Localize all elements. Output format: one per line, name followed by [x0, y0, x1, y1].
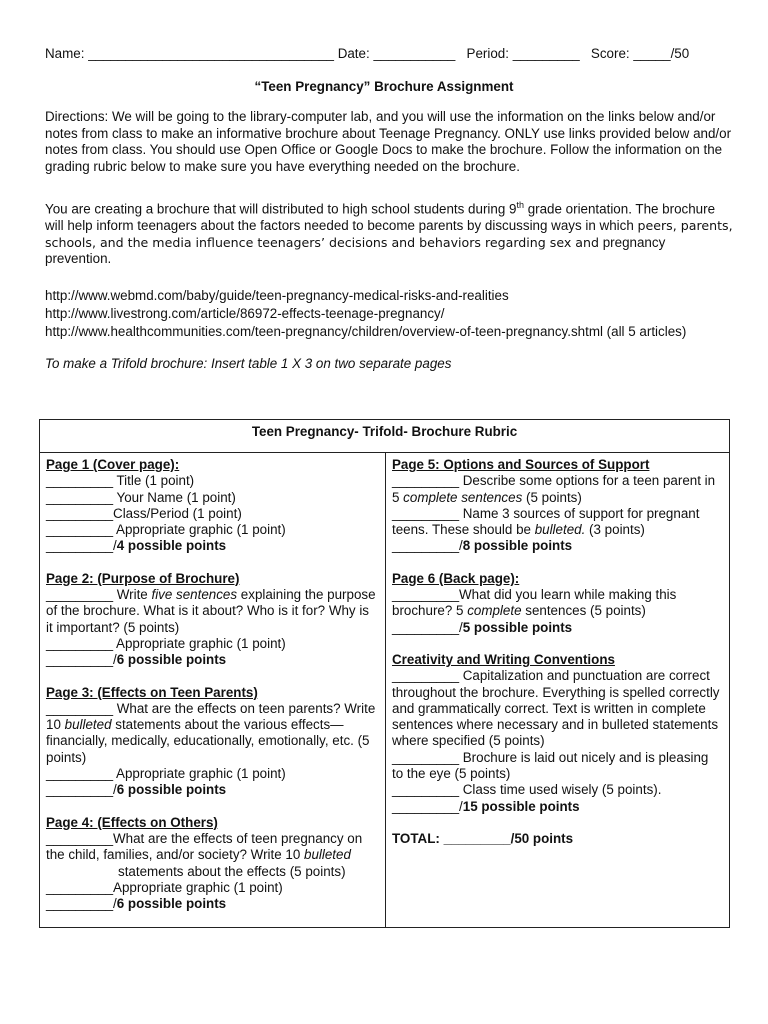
- purpose-text-1: You are creating a brochure that will distributed to high school students during 9: [45, 201, 517, 217]
- period-label: Period:: [466, 46, 509, 61]
- assignment-title: “Teen Pregnancy” Brochure Assignment: [254, 79, 514, 94]
- page3-heading: Page 3: (Effects on Teen Parents): [46, 684, 258, 700]
- trifold-instruction: To make a Trifold brochure: Insert table 1 X 3 on two separate pages: [45, 356, 452, 371]
- page4-effects-item-cont: statements about the effects (5 points): [118, 863, 346, 879]
- page1-graphic-item: _________ Appropriate graphic (1 point): [46, 522, 286, 538]
- directions-paragraph: Directions: We will be going to the library-computer lab, and you will use the information on the links below and/or notes from class to make an informative brochure about Teenage Pregnancy. ONLY use links provided below and/or notes from class. You should use Open Office or Google Docs to make the brochure. Follow the information on the grading rubric below to make sure you have everything needed on the brochure.: [45, 109, 732, 174]
- page5-heading: Page 5: Options and Sources of Support: [392, 457, 650, 472]
- page5-total: [392, 538, 722, 554]
- creativity-time-item: _________ Class time used wisely (5 points).: [392, 782, 662, 798]
- page3-item-post: statements about the various effects—financially, medically, educationally, emotionally, etc. (5 points): [46, 717, 370, 765]
- name-label: Name:: [45, 46, 85, 61]
- purpose-text-3: peers, parents, schools, and the media influence teenagers’ decisions and behaviors regarding sex and: [45, 218, 733, 250]
- link-livestrong[interactable]: http://www.livestrong.com/article/86972-effects-teenage-pregnancy/: [45, 306, 445, 321]
- date-blank: ___________: [373, 46, 456, 61]
- page3-item-pre: _________ What are the effects on teen parents? Write 10: [46, 700, 376, 733]
- page3-item-em: bulleted: [64, 717, 112, 733]
- page4-total-points: 6 possible points: [116, 896, 227, 912]
- page1-total: [46, 538, 378, 554]
- page1-total-points: 4 possible points: [116, 538, 227, 554]
- page5-item2-em: bulleted.: [534, 522, 586, 538]
- column-divider: [385, 453, 386, 927]
- page1-class-item: _________Class/Period (1 point): [46, 505, 242, 521]
- page3-total: [46, 782, 378, 798]
- page2-item-em: five sentences: [151, 587, 238, 603]
- page1-total-blank: _________/: [46, 538, 117, 554]
- creativity-total-points: 15 possible points: [462, 798, 580, 814]
- page2-sentences-item: [46, 587, 378, 636]
- rubric-page5: [392, 457, 722, 555]
- rubric-page2: [46, 571, 378, 669]
- page4-effects-item: [46, 831, 378, 864]
- page4-heading: Page 4: (Effects on Others): [46, 814, 218, 830]
- page4-item-em: bulleted: [304, 847, 351, 863]
- page1-title-item: _________ Title (1 point): [46, 473, 195, 489]
- page2-item-post: explaining the purpose of the brochure. What is it about? Who is it for? Why is it important? (5 points): [46, 587, 376, 635]
- period-blank: _________: [512, 46, 580, 61]
- page6-learn-item: [392, 587, 722, 620]
- rubric-title: Teen Pregnancy- Trifold- Brochure Rubric: [40, 420, 729, 453]
- rubric-page6: [392, 571, 722, 636]
- name-blank: _________________________________: [88, 46, 334, 61]
- rubric-right-column: [392, 457, 722, 847]
- page6-total-points: 5 possible points: [462, 619, 573, 635]
- score-blank: _____/50: [633, 46, 690, 61]
- rubric-page4: [46, 815, 378, 913]
- page2-graphic-item: _________ Appropriate graphic (1 point): [46, 635, 286, 651]
- page2-heading: Page 2: (Purpose of Brochure): [46, 570, 240, 586]
- purpose-text-2: grade orientation. The brochure will help inform teenagers about the factors needed to become parents by discussing ways in which: [45, 201, 716, 234]
- page2-total-points: 6 possible points: [116, 652, 227, 668]
- page5-item2-pre: _________ Name 3 sources of support for pregnant teens. These should be: [392, 505, 700, 538]
- page5-item2-post: (3 points): [585, 522, 645, 538]
- purpose-text-4: pregnancy prevention.: [45, 234, 666, 267]
- link-healthcommunities[interactable]: http://www.healthcommunities.com/teen-pregnancy/children/overview-of-teen-pregnancy.shtml (all 5 articles): [45, 324, 687, 339]
- ordinal-suffix: th: [516, 200, 524, 210]
- grand-total: TOTAL: _________/50 points: [392, 830, 574, 846]
- page5-options-item: [392, 473, 722, 506]
- student-info-line: [45, 46, 689, 61]
- page5-total-blank: _________/: [392, 538, 463, 554]
- purpose-paragraph: [45, 197, 735, 268]
- page2-total: [46, 652, 378, 668]
- page4-total-blank: _________/: [46, 896, 117, 912]
- page5-total-points: 8 possible points: [462, 538, 573, 554]
- page6-heading: Page 6 (Back page):: [392, 570, 520, 586]
- rubric-table: [39, 419, 730, 928]
- link-webmd[interactable]: http://www.webmd.com/baby/guide/teen-pregnancy-medical-risks-and-realities: [45, 288, 509, 303]
- page3-effects-item: [46, 701, 378, 766]
- page4-graphic-item: _________Appropriate graphic (1 point): [46, 879, 283, 895]
- page6-total-blank: _________/: [392, 619, 463, 635]
- rubric-page3: [46, 685, 378, 799]
- creativity-total: [392, 799, 722, 815]
- page6-item-pre: _________What did you learn while making this brochure? 5: [392, 587, 677, 619]
- page2-total-blank: _________/: [46, 652, 117, 668]
- page1-heading: Page 1 (Cover page):: [46, 457, 180, 472]
- creativity-conventions-item: _________ Capitalization and punctuation are correct throughout the brochure. Everything is spelled correctly and grammatically correct. Text is written in complete sentences where necessary and in bulleted statements where specified (5 points): [392, 668, 720, 749]
- rubric-creativity: [392, 652, 722, 815]
- page4-item-pre: _________What are the effects of teen pregnancy on the child, families, and/or society? Write 10: [46, 830, 363, 863]
- date-label: Date:: [337, 46, 370, 61]
- page5-item1-em: complete sentences: [403, 489, 523, 505]
- page3-total-blank: _________/: [46, 782, 117, 798]
- page3-graphic-item: _________ Appropriate graphic (1 point): [46, 766, 286, 782]
- link-list: [45, 287, 686, 341]
- page5-support-item: [392, 506, 722, 539]
- creativity-heading: Creativity and Writing Conventions: [392, 651, 615, 667]
- rubric-left-column: [46, 457, 378, 928]
- creativity-total-blank: _________/: [392, 798, 463, 814]
- page1-name-item: _________ Your Name (1 point): [46, 489, 236, 505]
- page6-item-post: sentences (5 points): [521, 603, 646, 619]
- page3-total-points: 6 possible points: [116, 782, 227, 798]
- page4-total: [46, 896, 378, 912]
- page5-item1-post: (5 points): [522, 489, 582, 505]
- score-label: Score:: [590, 46, 630, 61]
- creativity-layout-item: _________ Brochure is laid out nicely and is pleasing to the eye (5 points): [392, 749, 709, 782]
- page2-item-pre: _________ Write: [46, 587, 152, 603]
- page6-total: [392, 620, 722, 636]
- rubric-page1: [46, 457, 378, 555]
- page5-item1-pre: _________ Describe some options for a teen parent in 5: [392, 473, 716, 505]
- page6-item-em: complete: [467, 603, 522, 619]
